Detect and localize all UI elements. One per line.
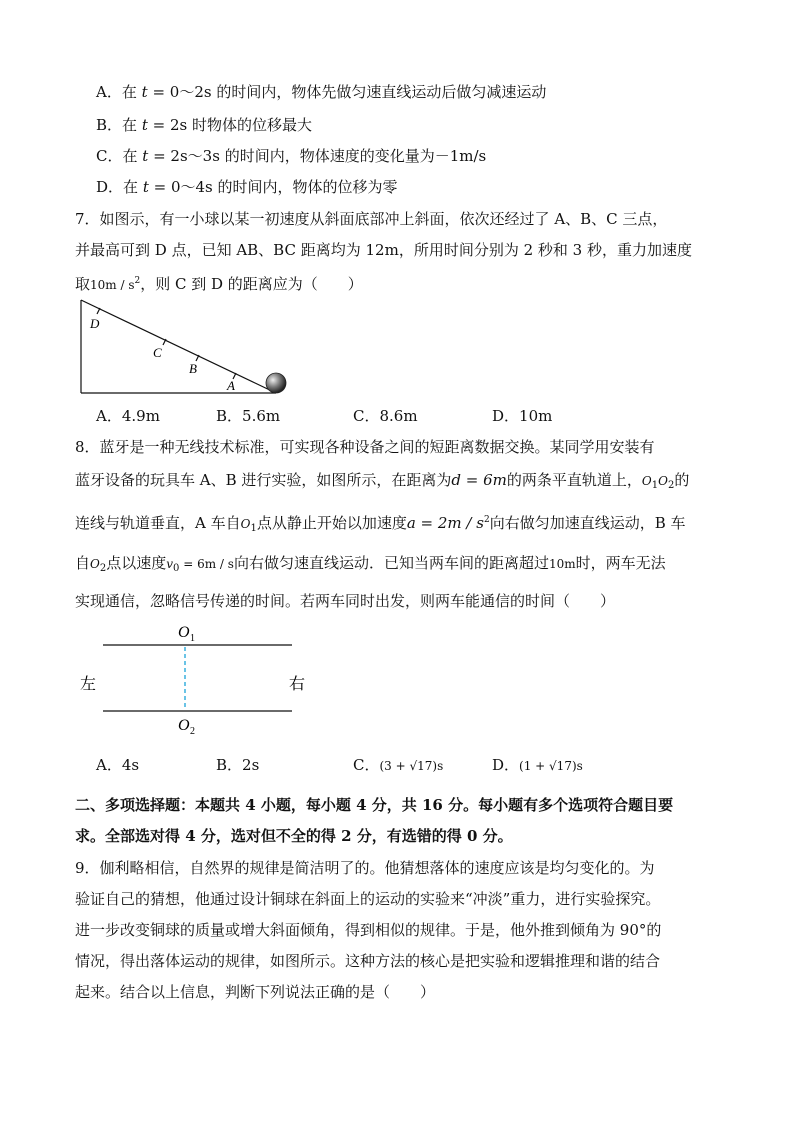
label-c: C	[153, 345, 162, 360]
q6-option-b: B．在 t = 2s 时物体的位移最大	[96, 116, 313, 134]
q7-option-c: C．8.6m	[353, 407, 418, 425]
q7-line-3: 取$10m / s^2$，则 C 到 D 的距离应为（ ）	[75, 275, 363, 293]
label-left: 左	[80, 676, 97, 693]
label-o1-sub: 1	[190, 633, 195, 644]
label-d: D	[90, 316, 100, 331]
label-o2-sub: 2	[190, 726, 195, 737]
q9-line-4: 情况，得出落体运动的规律，如图所示。这种方法的核心是把实验和逻辑推理和谐的结合	[75, 952, 661, 970]
q7-option-d: D．10m	[492, 407, 553, 425]
label-a: A	[227, 378, 235, 393]
q7-option-a: A．4.9m	[96, 407, 160, 425]
section-2-heading-line-1: 二、多项选择题：本题共 4 小题，每小题 4 分，共 16 分。每小题有多个选项符合题目要	[75, 796, 674, 814]
q9-line-5: 起来。结合以上信息，判断下列说法正确的是（ ）	[75, 983, 436, 1001]
q6-option-a: A．在 t = 0～2s 的时间内，物体先做匀速直线运动后做匀减速运动	[96, 83, 547, 101]
incline-slope	[81, 300, 276, 393]
q9-line-3: 进一步改变铜球的质量或增大斜面倾角，得到相似的规律。于是，他外推到倾角为 90°的	[75, 921, 662, 939]
q8-line-5: 实现通信，忽略信号传递的时间。若两车同时出发，则两车能通信的时间（ ）	[75, 592, 616, 610]
q8-line-3: 连线与轨道垂直，A 车自$O_1$点从静止开始以加速度$a = 2m / s^2$向右做匀加速直线运动，B 车	[75, 514, 686, 534]
ball-icon	[266, 373, 286, 393]
q8-option-b: B．2s	[216, 756, 260, 774]
q9-line-1: 9．伽利略相信，自然界的规律是简洁明了的。他猜想落体的速度应该是均匀变化的。为	[75, 859, 655, 877]
q6-option-c: C．在 t = 2s～3s 的时间内，物体速度的变化量为－1m/s	[96, 147, 487, 165]
q8-option-a: A．4s	[96, 756, 140, 774]
q8-option-d: D．(1 + √17)s	[492, 756, 583, 774]
label-b: B	[189, 361, 197, 376]
q8-line-1: 8．蓝牙是一种无线技术标准，可实现各种设备之间的短距离数据交换。某同学用安装有	[75, 438, 655, 456]
q8-line-2: 蓝牙设备的玩具车 A、B 进行实验，如图所示，在距离为d = 6m的两条平直轨道上，$O_1O_2$的	[75, 471, 690, 491]
q8-line-4: 自$O_2$点以速度$v_0 = 6m / s$向右做匀速直线运动．已知当两车间的距离超过10m时，两车无法	[75, 554, 666, 574]
label-right: 右	[289, 676, 306, 693]
q7-line-2: 并最高可到 D 点，已知 AB、BC 距离均为 12m，所用时间分别为 2 秒和 3 秒，重力加速度	[75, 241, 692, 259]
q9-line-2: 验证自己的猜想，他通过设计铜球在斜面上的运动的实验来“冲淡”重力，进行实验探究。	[75, 890, 661, 908]
q7-line-1: 7．如图示，有一小球以某一初速度从斜面底部冲上斜面，依次还经过了 A、B、C 三点，	[75, 210, 668, 228]
q7-incline-figure	[70, 292, 300, 402]
label-o1: O	[178, 624, 190, 641]
q6-option-d: D．在 t = 0～4s 的时间内，物体的位移为零	[96, 178, 398, 196]
q8-option-c: C．(3 + √17)s	[353, 756, 444, 774]
q7-option-b: B．5.6m	[216, 407, 281, 425]
section-2-heading-line-2: 求。全部选对得 4 分，选对但不全的得 2 分，有选错的得 0 分。	[75, 827, 513, 845]
label-o2: O	[178, 717, 190, 734]
q8-track-figure	[70, 620, 320, 740]
